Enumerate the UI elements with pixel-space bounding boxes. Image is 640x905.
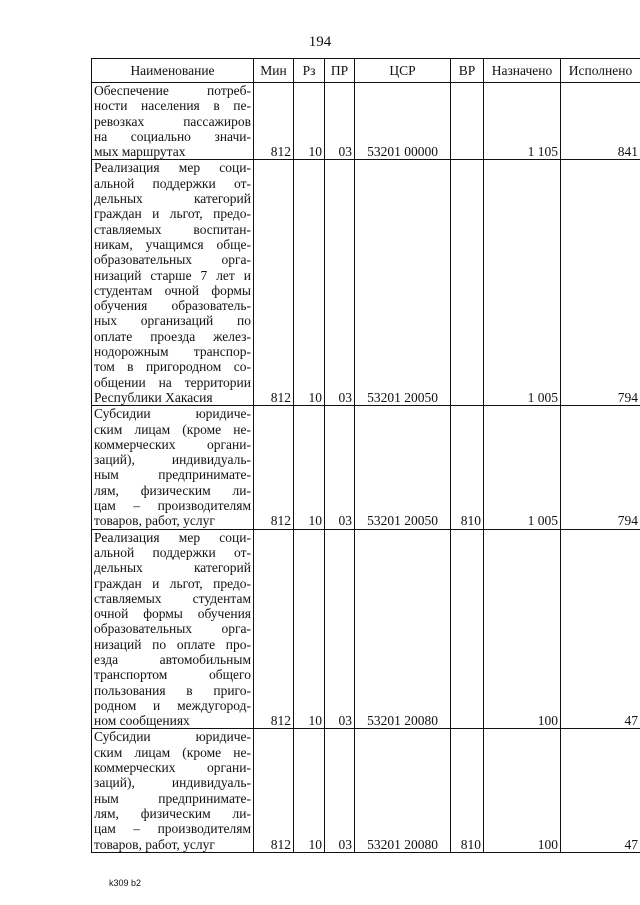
- row-csr: 53201 20080: [355, 729, 451, 852]
- row-rz: 10: [294, 406, 325, 529]
- row-name-line: ским лицам (кроме не-: [94, 421, 251, 437]
- row-pr: 03: [325, 83, 355, 160]
- row-name-line: никам, учащимся обще-: [94, 236, 251, 252]
- row-assigned: 1 005: [484, 160, 561, 406]
- row-name-line: лям, физическим ли-: [94, 805, 251, 821]
- row-name-line: родном и междугород-: [94, 697, 251, 713]
- row-min: 812: [254, 406, 294, 529]
- footer-code: k309 b2: [109, 878, 142, 888]
- header-min: Мин: [254, 59, 294, 83]
- row-vr: 810: [451, 406, 484, 529]
- table-row: [92, 160, 640, 406]
- row-name-line: ных организаций по: [94, 313, 251, 329]
- row-vr: 810: [451, 729, 484, 852]
- row-name-line: товаров, работ, услуг: [94, 836, 215, 852]
- row-name-line: транспортом общего: [94, 667, 251, 683]
- row-executed: 794: [561, 160, 640, 406]
- row-executed: 841: [561, 83, 640, 160]
- page-number: 194: [308, 34, 332, 50]
- row-name-line: ставляемых студентам: [94, 590, 251, 606]
- row-name-line: пользования в приго-: [94, 682, 251, 698]
- row-name-line: обучения образователь-: [94, 298, 251, 314]
- row-min: 812: [254, 529, 294, 729]
- row-name-line: цам – производителям: [94, 498, 251, 514]
- table-row: [92, 83, 640, 160]
- header-vr: ВР: [451, 59, 484, 83]
- row-name-line: общении на территории: [94, 374, 251, 390]
- row-pr: 03: [325, 529, 355, 729]
- row-name-line: на социально значи-: [94, 128, 251, 144]
- table-header-row: [92, 59, 640, 83]
- row-name-line: мых маршрутах: [94, 144, 186, 160]
- row-name-line: ским лицам (кроме не-: [94, 744, 251, 760]
- header-pr: ПР: [325, 59, 355, 83]
- table-row: [92, 529, 640, 729]
- row-pr: 03: [325, 160, 355, 406]
- row-assigned: 100: [484, 529, 561, 729]
- header-csr: ЦСР: [355, 59, 451, 83]
- row-name-line: лям, физическим ли-: [94, 482, 251, 498]
- row-pr: 03: [325, 729, 355, 852]
- row-name-line: коммерческих органи-: [94, 436, 251, 452]
- row-name-line: Реализация мер соци-: [94, 160, 251, 176]
- row-pr: 03: [325, 406, 355, 529]
- row-assigned: 1 005: [484, 406, 561, 529]
- table-row: [92, 406, 640, 529]
- row-assigned: 100: [484, 729, 561, 852]
- header-assigned: Назначено: [484, 59, 561, 83]
- row-name-line: езда автомобильным: [94, 651, 251, 667]
- row-min: 812: [254, 83, 294, 160]
- row-vr: [451, 160, 484, 406]
- row-name-line: ным предпринимате-: [94, 467, 251, 483]
- row-csr: 53201 00000: [355, 83, 451, 160]
- row-executed: 794: [561, 406, 640, 529]
- row-csr: 53201 20050: [355, 406, 451, 529]
- row-csr: 53201 20080: [355, 529, 451, 729]
- row-name: [92, 83, 254, 160]
- row-name-line: очной формы обучения: [94, 606, 251, 622]
- row-name-line: Обеспечение потреб-: [94, 83, 251, 98]
- row-name-line: заций), индивидуаль-: [94, 452, 251, 468]
- row-name-line: том в пригородном со-: [94, 359, 251, 375]
- row-name-line: оплате проезда желез-: [94, 328, 251, 344]
- row-name-line: образовательных орга-: [94, 621, 251, 637]
- row-name-line: ным предпринимате-: [94, 790, 251, 806]
- row-rz: 10: [294, 83, 325, 160]
- row-name-line: дельных категорий: [94, 560, 251, 576]
- row-vr: [451, 529, 484, 729]
- row-rz: 10: [294, 160, 325, 406]
- row-rz: 10: [294, 529, 325, 729]
- row-name-line: Субсидии юридиче-: [94, 406, 251, 422]
- row-name-line: заций), индивидуаль-: [94, 775, 251, 791]
- row-name-line: граждан и льгот, предо-: [94, 206, 251, 222]
- row-executed: 47: [561, 729, 640, 852]
- row-executed: 47: [561, 529, 640, 729]
- row-name: [92, 529, 254, 729]
- header-executed: Исполнено: [561, 59, 640, 83]
- row-name-line: альной поддержки от-: [94, 544, 251, 560]
- row-name-line: низаций старше 7 лет и: [94, 267, 251, 283]
- row-min: 812: [254, 729, 294, 852]
- row-rz: 10: [294, 729, 325, 852]
- row-name: [92, 729, 254, 852]
- row-name-line: ности населения в пе-: [94, 98, 251, 114]
- row-vr: [451, 83, 484, 160]
- row-name-line: образовательных орга-: [94, 252, 251, 268]
- row-csr: 53201 20050: [355, 160, 451, 406]
- row-name-line: Республики Хакасия: [94, 389, 213, 405]
- row-name-line: низаций по оплате про-: [94, 636, 251, 652]
- row-name-line: товаров, работ, услуг: [94, 513, 215, 529]
- row-name-line: цам – производителям: [94, 821, 251, 837]
- row-name-line: ставляемых воспитан-: [94, 221, 251, 237]
- row-name-line: Субсидии юридиче-: [94, 729, 251, 745]
- row-name-line: коммерческих органи-: [94, 760, 251, 776]
- row-name-line: студентам очной формы: [94, 282, 251, 298]
- row-name-line: нодорожным транспор-: [94, 344, 251, 360]
- budget-table: [91, 58, 640, 853]
- header-name: Наименование: [92, 59, 254, 83]
- row-name-line: Реализация мер соци-: [94, 529, 251, 545]
- row-name-line: ревозках пассажиров: [94, 113, 251, 129]
- table-row: [92, 729, 640, 852]
- row-min: 812: [254, 160, 294, 406]
- row-name-line: дельных категорий: [94, 191, 251, 207]
- row-name-line: ном сообщениях: [94, 713, 190, 729]
- row-name-line: граждан и льгот, предо-: [94, 575, 251, 591]
- row-name: [92, 160, 254, 406]
- header-rz: Рз: [294, 59, 325, 83]
- row-name-line: альной поддержки от-: [94, 175, 251, 191]
- row-assigned: 1 105: [484, 83, 561, 160]
- row-name: [92, 406, 254, 529]
